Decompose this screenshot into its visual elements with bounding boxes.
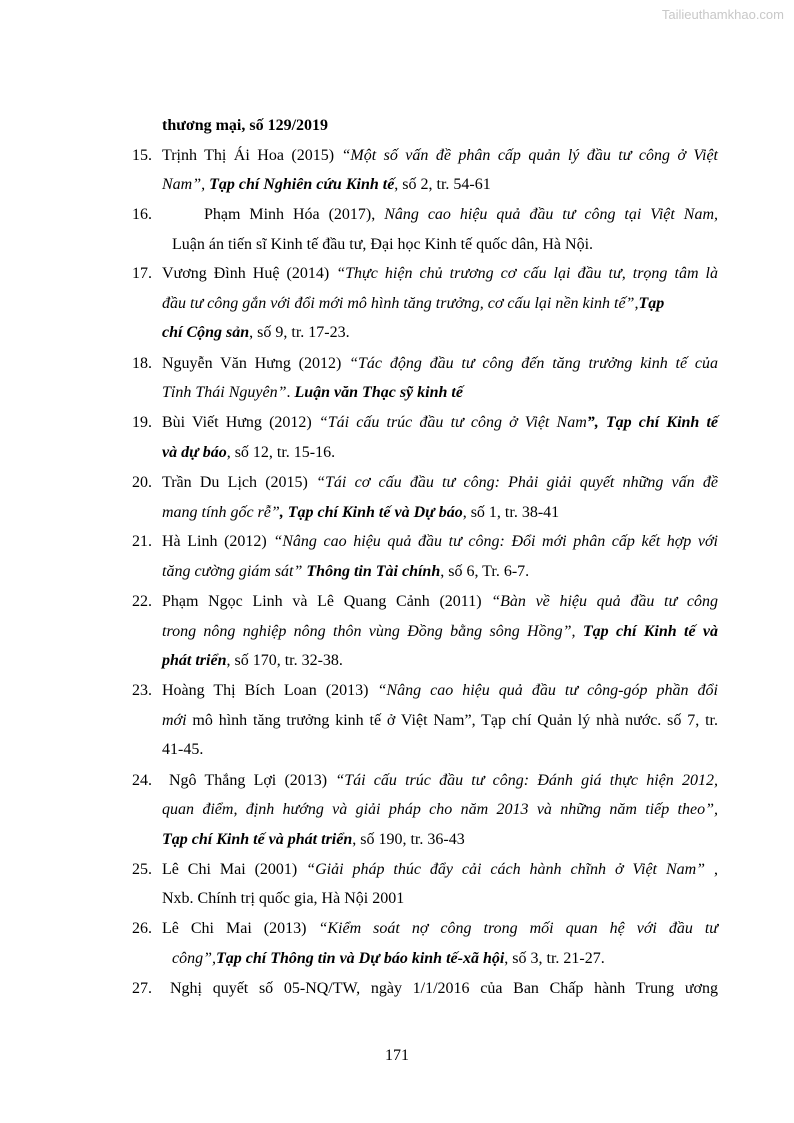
ref-title: trong nông nghiệp nông thôn vùng Đồng bằng sông Hồng”, <box>162 623 583 640</box>
continued-reference-line <box>162 116 718 136</box>
ref-author: Phạm Minh Hóa (2017), <box>204 206 385 223</box>
reference-line <box>162 830 718 850</box>
reference-line <box>162 175 718 195</box>
ref-details: , số 12, tr. 15-16. <box>226 444 336 461</box>
ref-details: , số 190, tr. 36-43 <box>352 831 465 848</box>
ref-details: , số 9, tr. 17-23. <box>249 324 350 341</box>
ref-title: quan điểm, định hướng và giải pháp cho năm 2013 và những năm tiếp theo”, <box>162 801 718 818</box>
ref-details: , số 1, tr. 38-41 <box>462 504 560 521</box>
ref-journal: phát triển <box>162 652 227 669</box>
reference-line <box>162 323 718 343</box>
reference-line <box>162 413 718 433</box>
ref-details: , số 6, Tr. 6-7. <box>440 563 530 580</box>
reference-number: 17. <box>132 265 152 282</box>
reference-line <box>162 443 718 463</box>
reference-line <box>162 354 718 374</box>
ref-author: Vương Đình Huệ (2014) <box>162 265 337 282</box>
watermark-text: Tailieuthamkhao.com <box>661 7 784 22</box>
ref-journal: Tạp chí Thông tin và Dự báo kinh tế-xã hội <box>216 950 505 967</box>
ref-title: mang tính gốc rễ” <box>162 504 280 521</box>
ref-separator: , <box>705 861 719 878</box>
ref-journal: ”, Tạp chí Kinh tế <box>586 414 718 431</box>
reference-number: 27. <box>132 980 152 997</box>
reference-line <box>162 146 718 166</box>
ref-journal: chí Cộng sản <box>162 324 250 341</box>
reference-number: 22. <box>132 593 152 610</box>
reference-line <box>162 294 718 314</box>
reference-line <box>172 235 728 255</box>
ref-author: Lê Chi Mai (2001) <box>162 861 307 878</box>
reference-number: 18. <box>132 355 152 372</box>
ref-author: Trần Du Lịch (2015) <box>162 474 317 491</box>
ref-journal: Thông tin Tài chính <box>306 563 441 580</box>
ref-author: Lê Chi Mai (2013) <box>162 920 319 937</box>
ref-title: “Nâng cao hiệu quả đầu tư công: Đổi mới phân cấp kết hợp với <box>273 533 719 550</box>
ref-title: “Tái cấu trúc đầu tư công: Đánh giá thực hiện 2012, <box>335 772 718 789</box>
ref-details: 41-45. <box>162 741 204 758</box>
ref-author: Hoàng Thị Bích Loan (2013) <box>162 682 378 699</box>
ref-journal: Luận văn Thạc sỹ kinh tế <box>294 384 463 401</box>
ref-title: “Bàn về hiệu quả đầu tư công <box>491 593 718 610</box>
reference-line <box>162 622 718 642</box>
reference-number: 25. <box>132 861 152 878</box>
ref-details: Nxb. Chính trị quốc gia, Hà Nội 2001 <box>162 890 405 907</box>
reference-line <box>162 592 718 612</box>
ref-title: mới <box>162 712 187 729</box>
ref-title: Nam”, <box>162 176 210 193</box>
ref-title: “Giải pháp thúc đẩy cải cách hành chĩnh ở Việt Nam” <box>306 861 706 878</box>
reference-line <box>162 681 718 701</box>
ref-details: , số 3, tr. 21-27. <box>504 950 605 967</box>
reference-line <box>162 919 718 939</box>
ref-journal: , Tạp chí Kinh tế và Dự báo <box>279 504 463 521</box>
ref-journal: Tạp chí Nghiên cứu Kinh tế <box>209 176 395 193</box>
ref-journal: Tạp chí Kinh tế và phát triển <box>162 831 353 848</box>
ref-title: “Tái cấu trúc đầu tư công ở Việt Nam <box>318 414 587 431</box>
reference-line <box>169 771 718 791</box>
reference-line <box>162 562 718 582</box>
reference-line <box>162 651 718 671</box>
ref-separator: . <box>286 384 295 401</box>
reference-line <box>162 383 718 403</box>
ref-author: Ngô Thắng Lợi (2013) <box>169 772 336 789</box>
ref-title: “Thực hiện chủ trương cơ cấu lại đầu tư, trọng tâm là <box>336 265 718 282</box>
reference-line <box>204 205 718 225</box>
reference-line <box>162 860 718 880</box>
ref-title: “Tái cơ cấu đầu tư công: Phải giải quyết những vấn đề <box>316 474 718 491</box>
reference-line <box>162 264 718 284</box>
ref-details: , số 170, tr. 32-38. <box>226 652 343 669</box>
ref-author: Nguyễn Văn Hưng (2012) <box>162 355 350 372</box>
ref-author: Hà Linh (2012) <box>162 533 274 550</box>
reference-number: 16. <box>132 206 152 223</box>
ref-journal: Tạp chí Kinh tế và <box>582 623 718 640</box>
ref-title: Tỉnh Thái Nguyên” <box>162 384 287 401</box>
reference-line <box>162 473 718 493</box>
ref-title: “Tác động đầu tư công đến tăng trưởng kinh tế của <box>349 355 719 372</box>
reference-number: 26. <box>132 920 152 937</box>
reference-line <box>172 949 728 969</box>
reference-number: 20. <box>132 474 152 491</box>
continued-text: thương mại, số 129/2019 <box>162 117 329 134</box>
ref-details: mô hình tăng trưởng kinh tế ở Việt Nam”, Tạp chí Quản lý nhà nước. số 7, tr. <box>186 712 718 729</box>
reference-number: 15. <box>132 147 152 164</box>
ref-title: “Kiểm soát nợ công trong mối quan hệ với đầu tư <box>318 920 719 937</box>
reference-number: 19. <box>132 414 152 431</box>
page-number: 171 <box>385 1047 409 1064</box>
reference-line <box>162 800 718 820</box>
ref-title: “Nâng cao hiệu quả đầu tư công-góp phần đổi <box>377 682 719 699</box>
reference-number: 23. <box>132 682 152 699</box>
ref-title: “Một số vấn đề phân cấp quản lý đầu tư công ở Việt <box>341 147 719 164</box>
reference-line <box>170 979 718 999</box>
reference-number: 21. <box>132 533 152 550</box>
reference-line <box>162 889 718 909</box>
ref-title: Nâng cao hiệu quả đầu tư công tại Việt Nam, <box>384 206 718 223</box>
reference-line <box>162 711 718 731</box>
ref-author: Phạm Ngọc Linh và Lê Quang Cảnh (2011) <box>162 593 492 610</box>
reference-line <box>162 532 718 552</box>
reference-line <box>162 740 718 760</box>
ref-details: Nghị quyết số 05-NQ/TW, ngày 1/1/2016 của Ban Chấp hành Trung ương <box>170 980 718 997</box>
ref-details: , số 2, tr. 54-61 <box>394 176 491 193</box>
ref-title: tăng cường giám sát” <box>162 563 307 580</box>
ref-details: Luận án tiến sĩ Kinh tế đầu tư, Đại học Kinh tế quốc dân, Hà Nội. <box>172 236 594 253</box>
reference-number: 24. <box>132 772 152 789</box>
reference-line <box>162 503 718 523</box>
ref-author: Trịnh Thị Ái Hoa (2015) <box>162 147 342 164</box>
ref-journal: Tạp <box>638 295 665 312</box>
ref-title: công”, <box>172 950 216 967</box>
ref-author: Bùi Viết Hưng (2012) <box>162 414 319 431</box>
ref-title: đầu tư công gắn với đổi mới mô hình tăng trưởng, cơ cấu lại nền kinh tế”, <box>162 295 639 312</box>
ref-journal: và dự báo <box>162 444 227 461</box>
